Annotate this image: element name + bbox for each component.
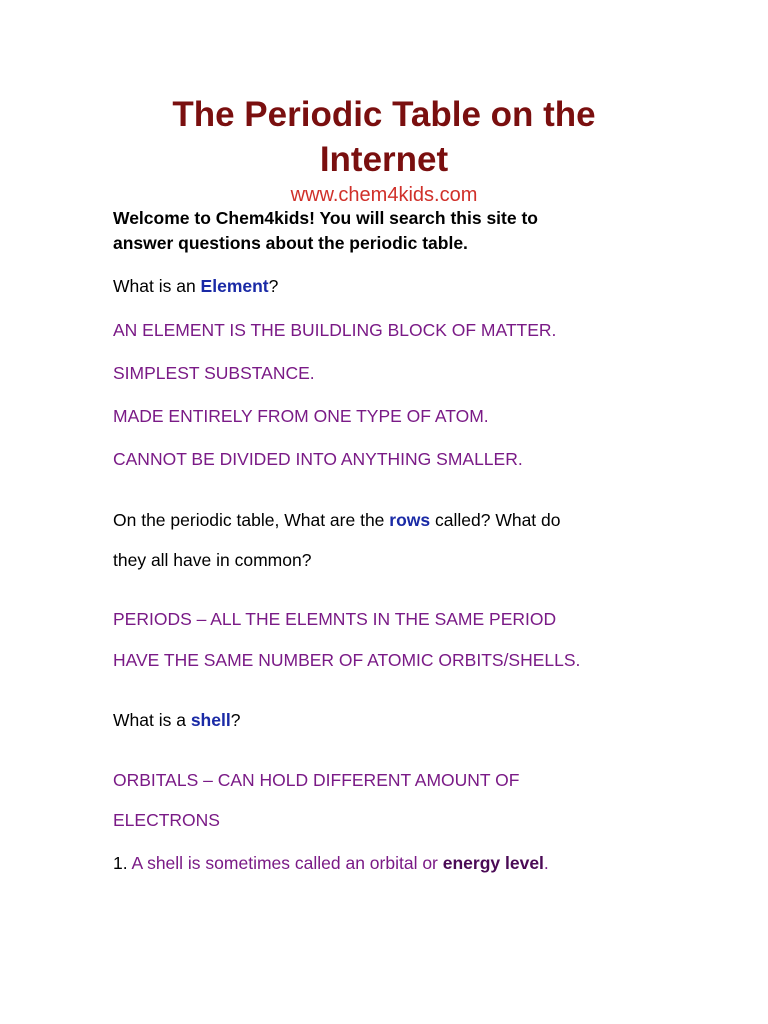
item-text: A shell is sometimes called an orbital or [131,853,443,873]
term-shell: shell [190,710,231,730]
numbered-item-1 [113,853,549,874]
intro-line-1: Welcome to Chem4kids! You will search this site to [113,208,538,228]
answer-element-line-4: CANNOT BE DIVIDED INTO ANYTHING SMALLER. [113,449,523,469]
title-line-2: Internet [319,140,449,179]
question-shell-prefix: What is a [113,710,191,730]
question-rows-line-2: they all have in common? [113,550,312,570]
answer-shell-line-2: ELECTRONS [113,810,220,830]
question-shell-suffix: ? [230,710,241,730]
term-energy-level: energy level [442,853,544,873]
term-element: Element [200,276,269,296]
answer-element-line-2: SIMPLEST SUBSTANCE. [113,363,315,383]
term-rows: rows [389,510,431,530]
question-shell [113,710,240,731]
question-element-prefix: What is an [113,276,201,296]
answer-element-line-1: AN ELEMENT IS THE BUILDLING BLOCK OF MATTER. [113,320,557,340]
question-rows-prefix: On the periodic table, What are the [113,510,390,530]
site-url: www.chem4kids.com [290,184,478,206]
page-title [0,92,768,182]
title-line-1: The Periodic Table on the [172,95,596,134]
question-element [113,276,278,297]
question-element-suffix: ? [268,276,279,296]
intro-line-2: answer questions about the periodic table. [113,233,468,253]
question-rows [113,510,561,531]
item-suffix: . [543,853,549,873]
answer-rows-line-1: PERIODS – ALL THE ELEMNTS IN THE SAME PERIOD [113,609,557,629]
question-rows-suffix: called? What do [430,510,561,530]
item-number: 1. [113,853,132,873]
answer-shell-line-1: ORBITALS – CAN HOLD DIFFERENT AMOUNT OF [113,770,520,790]
answer-rows-line-2: HAVE THE SAME NUMBER OF ATOMIC ORBITS/SHELLS. [113,650,581,670]
answer-element-line-3: MADE ENTIRELY FROM ONE TYPE OF ATOM. [113,406,489,426]
